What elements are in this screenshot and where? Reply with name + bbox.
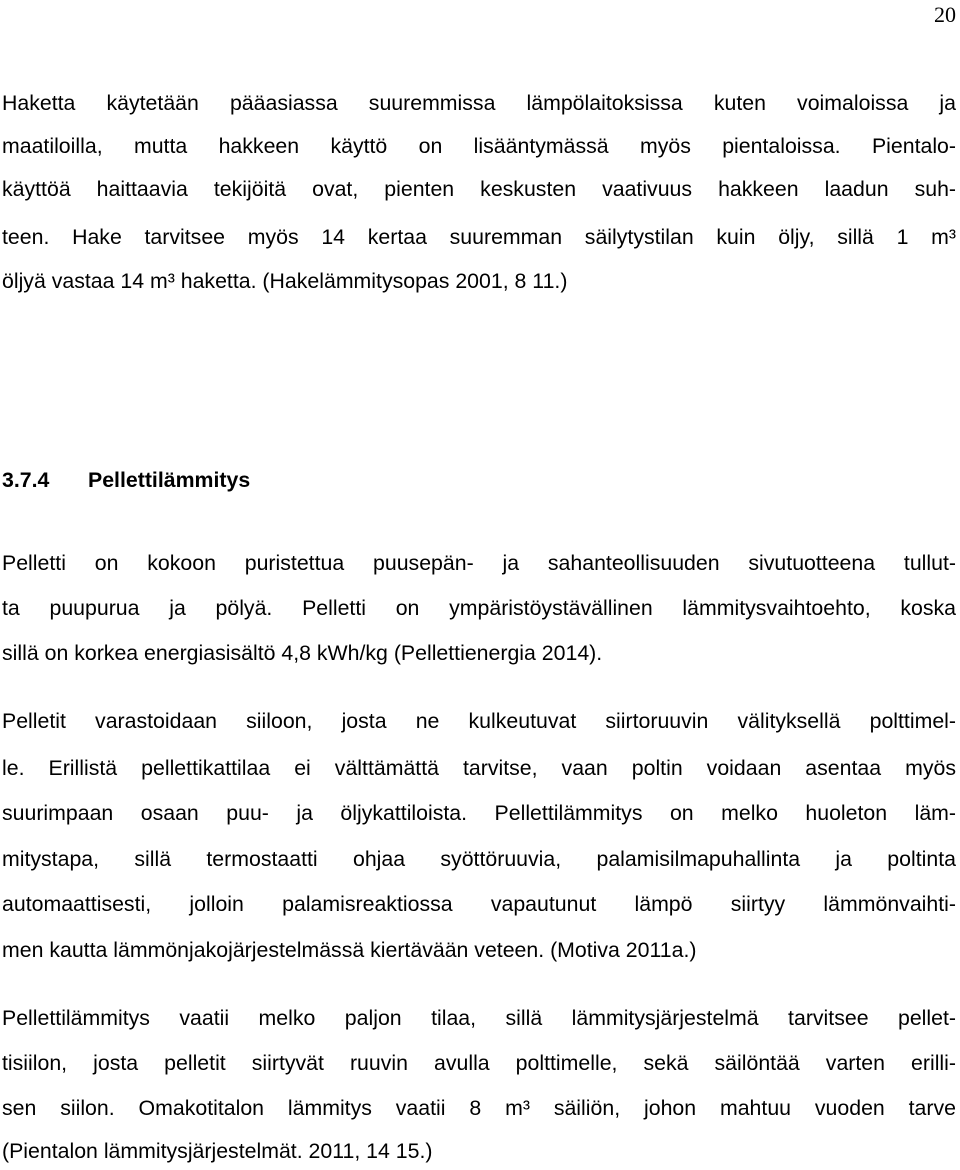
paragraph-line: le. Erillistä pellettikattilaa ei välttämättä tarvitse, vaan poltin voidaan asentaa myös [2,756,956,780]
paragraph-line: automaattisesti, jolloin palamisreaktiossa vapautunut lämpö siirtyy lämmönvaihti- [2,892,956,916]
paragraph-line: suurimpaan osaan puu- ja öljykattiloista. Pellettilämmitys on melko huoleton läm- [2,801,956,825]
paragraph-line: Pelletti on kokoon puristettua puusepän- ja sahanteollisuuden sivutuotteena tullut- [2,551,956,575]
paragraph-line: mitystapa, sillä termostaatti ohjaa syöttöruuvia, palamisilmapuhallinta ja poltinta [2,847,956,871]
paragraph-line: men kautta lämmönjakojärjestelmässä kiertävään veteen. (Motiva 2011a.) [2,938,697,962]
paragraph-line: Haketta käytetään pääasiassa suuremmissa lämpölaitoksissa kuten voimaloissa ja [2,91,956,115]
paragraph-line: sen siilon. Omakotitalon lämmitys vaatii 8 m³ säiliön, johon mahtuu vuoden tarve [2,1096,956,1120]
section-title: Pellettilämmitys [88,468,251,492]
paragraph-line: Pellettilämmitys vaatii melko paljon tilaa, sillä lämmitysjärjestelmä tarvitsee pellet- [2,1006,956,1030]
paragraph-line: teen. Hake tarvitsee myös 14 kertaa suuremman säilytystilan kuin öljy, sillä 1 m³ [2,225,956,249]
paragraph-line: sillä on korkea energiasisältö 4,8 kWh/kg (Pellettienergia 2014). [2,641,603,665]
paragraph-line: tisiilon, josta pelletit siirtyvät ruuvin avulla polttimelle, sekä säilöntää varten erilli- [2,1051,956,1075]
paragraph-line: maatiloilla, mutta hakkeen käyttö on lisääntymässä myös pientaloissa. Pientalo- [2,134,956,158]
paragraph-line: käyttöä haittaavia tekijöitä ovat, pienten keskusten vaativuus hakkeen laadun suh- [2,177,956,201]
paragraph-line: ta puupurua ja pölyä. Pelletti on ympäristöystävällinen lämmitysvaihtoehto, koska [2,596,956,620]
paragraph-line: öljyä vastaa 14 m³ haketta. (Hakelämmitysopas 2001, 8 11.) [2,269,568,293]
page-number: 20 [934,2,956,27]
paragraph-line: Pelletit varastoidaan siiloon, josta ne kulkeutuvat siirtoruuvin välityksellä polttimel- [2,709,956,733]
section-number: 3.7.4 [2,468,50,492]
section-heading [2,465,250,495]
paragraph-line: (Pientalon lämmitysjärjestelmät. 2011, 14 15.) [2,1139,433,1163]
